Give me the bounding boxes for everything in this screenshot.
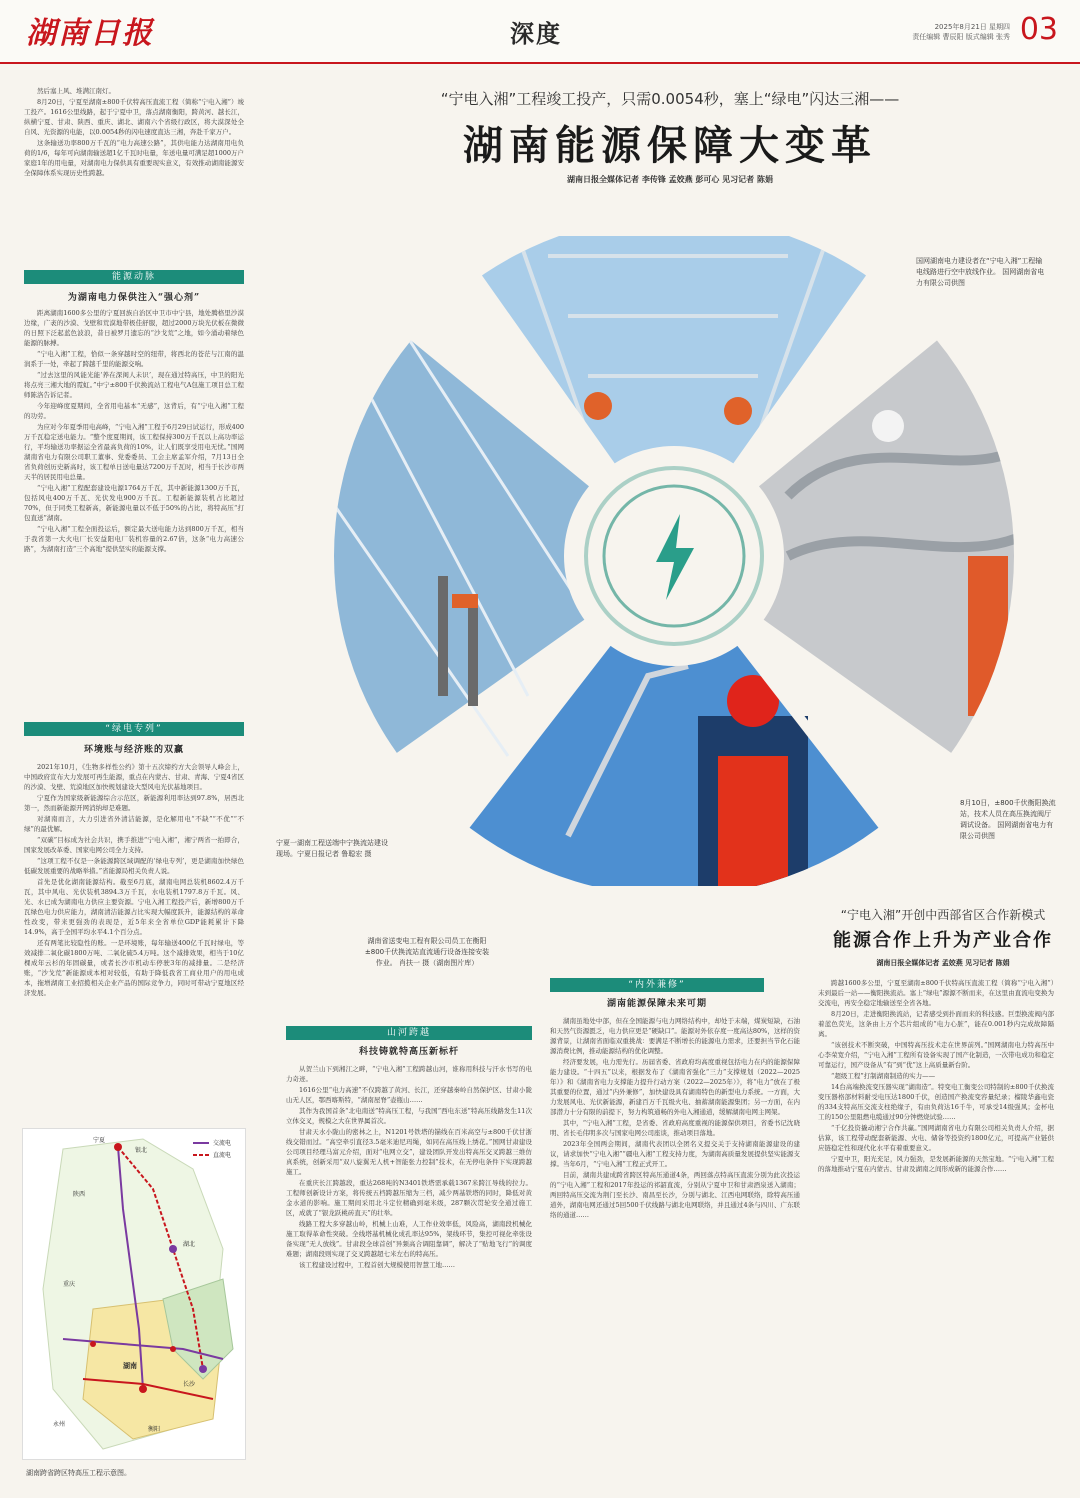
paragraph: 还有两笔比较隐性的账。一是环境账，每年输送400亿千瓦时绿电，等效减排二氧化碳1800万吨、二氧化硫5.4万吨。这个减排效果，相当于10亿棵成年云杉的年固碳量，或者长沙市机动车停驶3年的减排量。二是经济账，“沙戈荒”新能源成本相对较低，有助于降低我省工商业用户的用电成本，拖增湖南工业招揽相关企业产品的国际竞争力，同时可带动宁夏地区经济发展。 xyxy=(24,939,244,997)
paragraph: 对湖南而言，大力引进省外清洁能源，是化解用电“不缺”“不优”“不绿”的最优解。 xyxy=(24,815,244,833)
page-headline: 湖南能源保障大变革 xyxy=(463,123,877,169)
issue-date: 2025年8月21日 星期四 xyxy=(934,23,1010,31)
issue-editors: 责任编辑 曹辰阳 版式编辑 张秀 xyxy=(912,33,1010,41)
section-subtitle: 为湖南电力保供注入“强心剂” xyxy=(67,293,201,303)
photo-caption: 湖南省送变电工程有限公司员工在衡阳±800千伏换流站直流通行设备连接安装作业。 肖扶一 摄（湖南图片库） xyxy=(364,937,490,967)
section-tag-mountains: 山河跨越 xyxy=(286,1026,532,1040)
paragraph: 线路工程大多穿越山岭，机械上山难，人工作业效率低，风险高，湖南段机械化施工取得革命性突破。全线塔基机械化成孔率达95%，架线环节，集控可视化牵张设备实现“无人放线”。甘肃段全球首创“异频高合调阻靠调”，解决了“贴地飞行”的调度难题；湖南段则实现了交叉跨越超七米左右的特高压。 xyxy=(286,1220,532,1258)
map-station xyxy=(139,1385,147,1393)
side-story-body xyxy=(818,978,1054,1478)
right-middle-body xyxy=(550,1016,800,1486)
side-story-byline: 湖南日报全媒体记者 孟姣燕 见习记者 陈娟 xyxy=(876,959,1010,967)
paragraph: 2023年全国两会期间，湖南代表团以全团名义提交关于支持湖南能源建设的建议，请求加快“宁电入湘”“疆电入湘”工程支持力度，为湖南高质量发展提供坚实能源支撑。当年6月，“宁电入湘”工程正式开工。 xyxy=(550,1140,800,1168)
section-tag-inside-outside: “内外兼修” xyxy=(550,978,764,992)
map-label: 长沙 xyxy=(183,1381,196,1388)
paragraph: “宁电入湘”工程，恰似一条穿越时空的纽带，将西北的苍茫与江南的温润系于一处，牵起了跨越千里的能源交响。 xyxy=(24,350,244,368)
headline-byline: 湖南日报全媒体记者 李传锋 孟姣燕 彭可心 见习记者 陈娟 xyxy=(567,175,773,184)
masthead xyxy=(0,0,1080,64)
paragraph: 在重庆长江跨越段，重达268吨的N3401铁塔需承载1367米跨江导线的拉力。工程师创新设计方案，将传统五档跨越压缩为三档，减少两基铁塔的同时，降低对黄金水道的影响。施工期间采用北斗定位精确到毫米级，287颗次贯轮安全通过施工区，成就了“银龙跃桃砖直天”的壮举。 xyxy=(286,1179,532,1217)
legend-ac-label: 交流电 xyxy=(213,1140,232,1147)
map-label: 永州 xyxy=(53,1421,66,1428)
map-graphic xyxy=(23,1129,245,1459)
map-label: 陕西 xyxy=(73,1191,86,1198)
paragraph: “宁电入湘”工程全面投运后，额定最大送电能力达到800万千瓦，相当于我省第一大火电厂长安益阳电厂装机容量的2.67倍，这条“电力高速公路”，为湖南打造“三个高地”提供坚实的能源支撑。 xyxy=(24,525,244,553)
paragraph: 今年迎峰度夏期间，全省用电基本“无感”，这背后，有“宁电入湘”工程的功劳。 xyxy=(24,402,244,420)
section-subtitle: 科技铸就特高压新标杆 xyxy=(358,1047,459,1057)
legend-dc-label: 直流电 xyxy=(213,1152,232,1159)
paragraph: 为应对今年夏季用电高峰，“宁电入湘”工程于6月29日试运行，形成400万千瓦稳定送电能力。“整个度夏期间，该工程保持300万千瓦以上高功率运行，平均输送功率据运全省最高负荷的10%，让人们既享受用电无忧。”国网湖南省电力有限公司职工董事、党委委员、工会主席孟军介绍，7月13日全省负荷创历史新高时，该工程单日送电量达7200万千瓦时，相当于长沙市两天半的居民用电总量。 xyxy=(24,423,244,481)
photo-caption: 宁夏一湖南工程送端中宁换流站建设现场。宁夏日报记者 鲁聪宏 摄 xyxy=(276,839,388,858)
headline-kicker: “宁电入湘”工程竣工投产，只需0.0054秒，塞上“绿电”闪达三湘—— xyxy=(440,90,900,108)
photo-caption: 8月10日，±800千伏衡阳换流站，技术人员在高压换流阀厅调试设备。 国网湖南省电力有限公司供图 xyxy=(960,799,1056,840)
issue-info xyxy=(912,22,1010,42)
paragraph: “宁电入湘”工程配套建设电源1764万千瓦，其中新能源1300万千瓦，包括风电400万千瓦、光伏发电900万千瓦。工程新能源装机占比超过70%，但于同类工程新高，新能源电量以不低于50%的占比，将特高压“打包直送”湖南。 xyxy=(24,484,244,522)
map-label: 湖南 xyxy=(123,1362,137,1370)
map-caption: 湖南跨省跨区特高压工程示意图。 xyxy=(26,1469,131,1477)
newspaper-logo: 湖南日报 xyxy=(26,16,154,51)
section-title: 深度 xyxy=(510,20,562,48)
paragraph: 湖南虽地处中部，但在全国能源与电力网络结构中，却处于末端，煤炭短缺，石油和天然气资源匮乏，电力供应更是“硬缺口”。能源对外依存度一度高达80%，这样的资源背景，让湖南省面临双重挑战：要满足不断增长的能源电力需求，还要担当节化石能源消费比例，推动能源结构的优化调整。 xyxy=(550,1017,800,1055)
middle-body xyxy=(286,1064,532,1484)
paragraph: “这项工程不仅是一条能源跨区域调配的‘绿电专列’，更是湖南加快绿色低碳发展重要的战略举措。”省能源局相关负责人说。 xyxy=(24,857,244,875)
paragraph: “该创技术不断突破，中国特高压技术走在世界前列。”国网湖南电力特高压中心李荣宽介绍，“宁电入湘”工程所有设备实现了国产化制造，一次带电成功和稳定可靠运行，国产设备从“有”到“优”这上高质量新台阶。 xyxy=(818,1041,1054,1069)
left-body-1 xyxy=(24,308,244,712)
paragraph: 8月20日，走进衡阳换流站，记者感受到扑面而来的科技感。巨型换流阀内部着蓝色荧光，这条由上万个芯片组成的“电力心脏”，能在0.001秒内完成故障隔离。 xyxy=(818,1010,1054,1038)
map-label: 湖北 xyxy=(183,1241,196,1248)
map-station xyxy=(199,1365,207,1373)
paragraph: 然后塞上风、堆满江南灯。 xyxy=(37,87,115,95)
paragraph: “千亿投资撬动湘宁合作共赢。”国网湖南省电力有限公司相关负责人介绍，据估算，该工程带动配套新能源、火电、储备等投资约1800亿元，可提高产业链供应链稳定性和现代化水平有着重要意义。 xyxy=(818,1124,1054,1152)
paragraph: 目前，湖南共建成跨省跨区特高压通道4条，两回落点特高压直流分别为此次投运的“宁电入湘”工程和2017年投运的祁韶直流，分别从宁夏中卫和甘肃酒泉送入湖南；两回特高压交流为荆门至长沙、南昌至长沙，分别与湖北、江西电网联络，除特高压通道外，湖南电网还通过5回500千伏线路与湖北电网联络，并且通过4条与四川、广东联络的通道…… xyxy=(550,1171,800,1219)
map-station xyxy=(114,1143,122,1151)
paragraph: “过去这里的风能光能‘养在深闺人未识’，现在通过特高压，中卫的阳光将点亮三湘大地的霓虹。”中宁±800千伏换流站工程电气A包施工项目总工程师陈洛告诉记者。 xyxy=(24,371,244,399)
map-station xyxy=(170,1346,176,1352)
paragraph: 距离湖南1600多公里的宁夏回族自治区中卫市中宁县，地处腾格里沙漠边缘，广袤的沙漠、戈壁和荒漠地带极佳舒服，超过2000万块光伏板在微微的日照下泛起蓝色波浪，昔日被罗月遗忘的“沙戈荒”之地，如今涌动着绿色能源的脉搏。 xyxy=(24,309,244,347)
map-station xyxy=(169,1245,177,1253)
paragraph: 宁夏中卫，阳光充足，风力强劲，是发展新能源的天然宝地。“宁电入湘”工程的落地推动宁夏在内蒙古、甘肃及湖南之间形成新的能源合作…… xyxy=(818,1155,1054,1173)
paragraph: 2021年10月，《生物多样性公约》第十五次缔约方大会领导人峰会上，中国政府宣布大力发展可再生能源，重点在内蒙古、甘肃、青海、宁夏4省区的沙漠、戈壁、荒漠地区加快规划建设大型风电光伏基地项目。 xyxy=(24,763,244,791)
map-label: 银北 xyxy=(135,1147,148,1154)
paragraph: 从贺兰山下到湘江之畔，“宁电入湘”工程跨越山河，谁称用科技与汗水书写的电力奇迹。 xyxy=(286,1065,532,1083)
map-label: 衡阳 xyxy=(148,1426,161,1433)
map-station xyxy=(90,1341,96,1347)
side-story-headline: 能源合作上升为产业合作 xyxy=(833,930,1053,951)
side-story-kicker: “宁电入湘”开创中西部省区合作新模式 xyxy=(840,908,1046,922)
map-label: 宁夏 xyxy=(93,1137,106,1144)
page-number: 03 xyxy=(1019,12,1058,47)
paragraph: 8月20日，宁夏至湖南±800千伏特高压直流工程（简称“宁电入湘”）竣工投产。1616公里线路，起于宁夏中卫，落点湖南衡阳，跨黄河、越长江，纵横宁夏、甘肃、陕西、重庆、湖北、湖南六个省级行政区，将大漠深处全自风、光资源的电能，以0.0054秒的闪电速度直达三湘，奔赴千家万户。 xyxy=(24,98,244,136)
photo-caption: 国网湖南电力建设者在“宁电入湘”工程输电线路进行空中放线作业。 国网湖南省电力有限公司供图 xyxy=(916,257,1045,287)
paragraph: 1616公里“电力高速”不仅跨越了黄河、长江，还穿越秦岭自然保护区、甘肃小陇山无人区，鄂西喀斯特，“湖南屋脊”壶瓶山…… xyxy=(286,1086,532,1104)
paragraph: 其作为我国首条“北电南送”特高压工程，与我国“西电东送”特高压线路发生11次立体交叉，规模之大在世界属首次。 xyxy=(286,1107,532,1125)
section-tag-green-train: “绿电专列” xyxy=(24,722,244,736)
section-tag-energy-artery: 能源动脉 xyxy=(24,270,244,284)
paragraph: 宁夏作为国家级新能源综合示范区，新能源利用率达到97.8%，居西北第一，然而新能源开网消纳却是难题。 xyxy=(24,794,244,812)
photo-collage xyxy=(268,196,1080,886)
paragraph: 这条输送功率800万千瓦的“电力高速公路”，其供电能力达湖南用电负荷的1/6，每年可向湖南输送超1亿千瓦时电量，年送电量可满足超1000万户家庭1年的用电量，对湖南电力保供具有重要现实意义，有效推动湖南能源安全保障体系实现历史性跨越。 xyxy=(24,139,244,177)
section-subtitle: 湖南能源保障未来可期 xyxy=(606,999,707,1009)
paragraph: 跨越1600多公里，宁夏至湖南±800千伏特高压直流工程（简称“宁电入湘”）末到最后一站——衡阳换流站。塞上“绿电”源源不断而来，在这里由直流电变换为交流电，再安全稳定地输送至全省各地。 xyxy=(818,979,1054,1007)
left-intro xyxy=(24,86,244,264)
map-label: 重庆 xyxy=(63,1281,76,1288)
section-subtitle: 环境账与经济账的双赢 xyxy=(83,745,184,755)
uhv-network-map xyxy=(22,1128,246,1460)
paragraph: 14台高端换流变压器实现“湖南造”。特变电工衡变公司特制的±800千伏换流变压器格部材料耐受电压达1800千伏，创造国产换流变容量纪录；榴陵华鑫电瓷的334支特高压交流支柱绝缘子，有由负荷达16千牛，可承受14级强风；金杯电工的150公里阻燃电缆通过90分钟燃烧试验…… xyxy=(818,1083,1054,1121)
paragraph: “双碳”目标成为社会共识，携手推进“宁电入湘”，湘宁两省一拍即合，国家发展改革委、国家电网公司全力支持。 xyxy=(24,836,244,854)
paragraph: 其中，“宁电入湘”工程，是省委、省政府高度重视的能源保供项目，省委书记沈晓明、省长毛伟明多次与国家电网公司座谈，推动项目落地。 xyxy=(550,1119,800,1137)
paragraph: 首先是优化湖南能源结构。截至6月底，湖南电网总装机8602.4万千瓦，其中风电、光伏装机3894.3万千瓦，水电装机1797.8万千瓦。风、光、水已成为湖南电力供应主要资源。宁电入湘工程投产后，新增800万千瓦绿色电力供应能力，湖南清洁能源占比实现大幅度跃升，能源结构的革命性改变，带来更强劲的表现是，近5年来全省单位GDP能耗累计下降14.9%，高于全国平均水平4.1个百分点。 xyxy=(24,878,244,936)
paragraph: 经济要发展，电力需先行。历届省委、省政府均高度重视包括电力在内的能源保障能力建设。“十四五”以来，根据发布了《湖南省强化“三力”支撑规划（2022—2025年）》和《湖南省电力支撑能力提升行动方案（2022—2025年）》，将“电力”放在了极其重要的位置，通过“内外兼修”，加快建设具有湖南特色的新型电力系统。一方面，大力发展风电、光伏新能源，新建百万千瓦级火电、抽蓄湖南能源集团；另一方面，在内部潜力十分有限的前提下，努力构筑通畅的外电入湘通道，缓解湖南电网主网架。 xyxy=(550,1058,800,1116)
paragraph: 甘肃天水小陇山的密林之上，N1201号铁塔的锚线在百米高空与±800千伏甘浙线交错而过。“高空牵引直径3.5毫米迪尼玛绳，如同在高压线上绣花。”国网甘肃建设公司项目经理马富元介绍，面对“电网立交”，建设团队开发出特高压交叉跨越三维仿真系统，创新采用“双八旋翼无人机+智能张力控制”技术，在无停电条件下实现跨越施工。 xyxy=(286,1128,532,1176)
paragraph: “超级工程”打制湖南制造的实力—— xyxy=(831,1072,936,1080)
paragraph: 该工程建设过程中，工程首创大规模使用智慧工地…… xyxy=(299,1261,455,1269)
collage-graphic xyxy=(268,196,1080,886)
left-body-2 xyxy=(24,762,244,1118)
